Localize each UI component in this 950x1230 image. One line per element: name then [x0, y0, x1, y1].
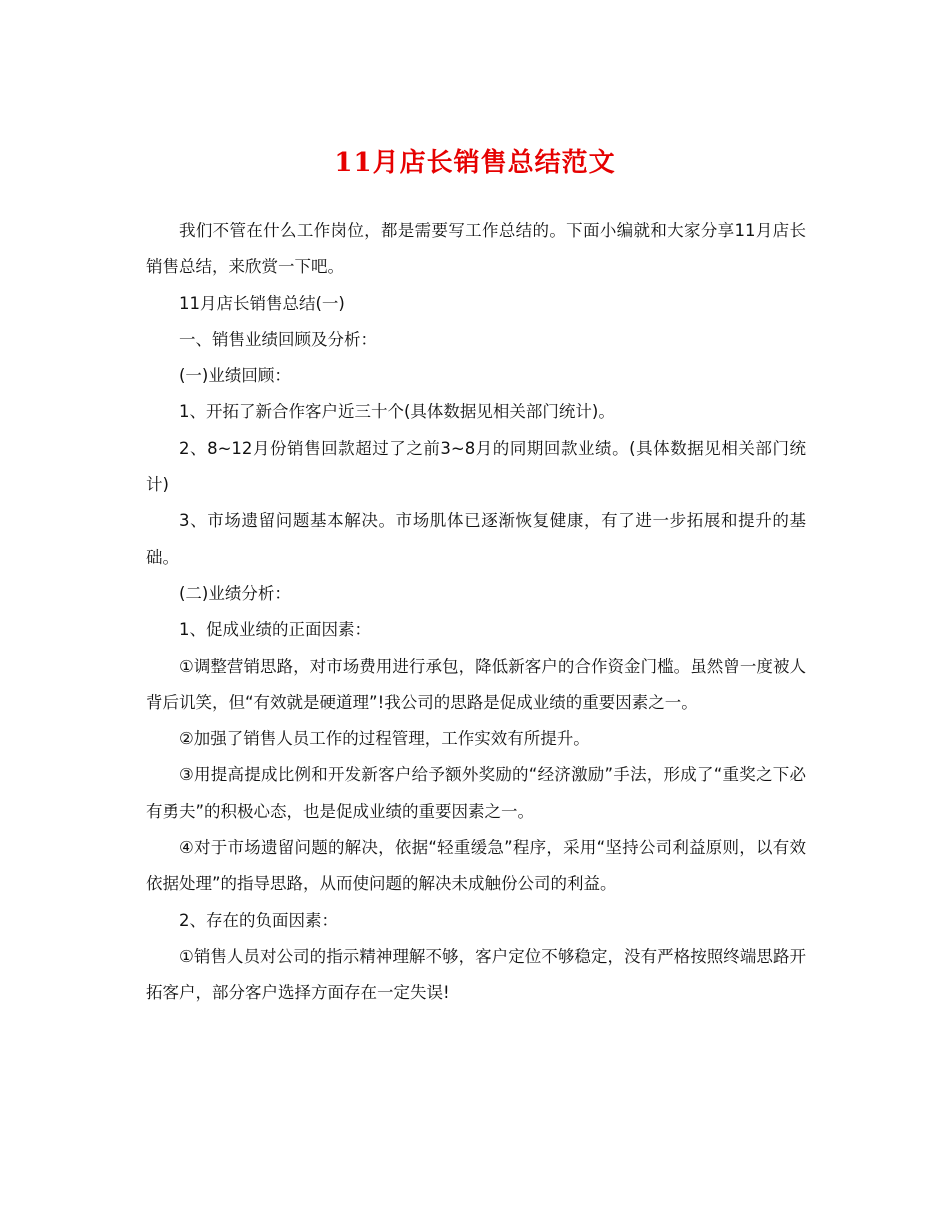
document-title: 11月店长销售总结范文	[334, 148, 616, 178]
paragraph: ②加强了销售人员工作的过程管理，工作实效有所提升。	[179, 729, 590, 749]
paragraph: (一)业绩回顾：	[179, 366, 291, 386]
paragraph: 2、存在的负面因素：	[179, 910, 338, 930]
paragraph: 2、8~12月份销售回款超过了之前3~8月的同期回款业绩。(具体数据见相关部门统计)	[146, 438, 806, 495]
paragraph: (二)业绩分析：	[179, 583, 291, 603]
paragraph: ③用提高提成比例和开发新客户给予额外奖励的“经济激励”手法，形成了“重奖之下必有勇夫”的积极心态，也是促成业绩的重要因素之一。	[146, 765, 806, 821]
paragraph: ④对于市场遗留问题的解决，依据“轻重缓急”程序，采用“坚持公司利益原则，以有效依据处理”的指导思路，从而使问题的解决未成触份公司的利益。	[146, 838, 806, 894]
paragraph: 3、市场遗留问题基本解决。市场肌体已逐渐恢复健康，有了进一步拓展和提升的基础。	[146, 511, 806, 567]
paragraph: ①调整营销思路，对市场费用进行承包，降低新客户的合作资金门槛。虽然曾一度被人背后讥笑，但“有效就是硬道理”!我公司的思路是促成业绩的重要因素之一。	[146, 656, 806, 712]
document-body	[146, 213, 806, 1012]
paragraph: 1、促成业绩的正面因素：	[179, 620, 371, 640]
paragraph: 11月店长销售总结(一)	[179, 293, 345, 313]
paragraph: 1、开拓了新合作客户近三十个(具体数据见相关部门统计)。	[179, 402, 615, 422]
paragraph: ①销售人员对公司的指示精神理解不够，客户定位不够稳定，没有严格按照终端思路开拓客户，部分客户选择方面存在一定失误!	[146, 946, 806, 1003]
paragraph: 我们不管在什么工作岗位，都是需要写工作总结的。下面小编就和大家分享11月店长销售总结，来欣赏一下吧。	[146, 221, 806, 277]
paragraph: 一、销售业绩回顾及分析：	[179, 329, 377, 349]
